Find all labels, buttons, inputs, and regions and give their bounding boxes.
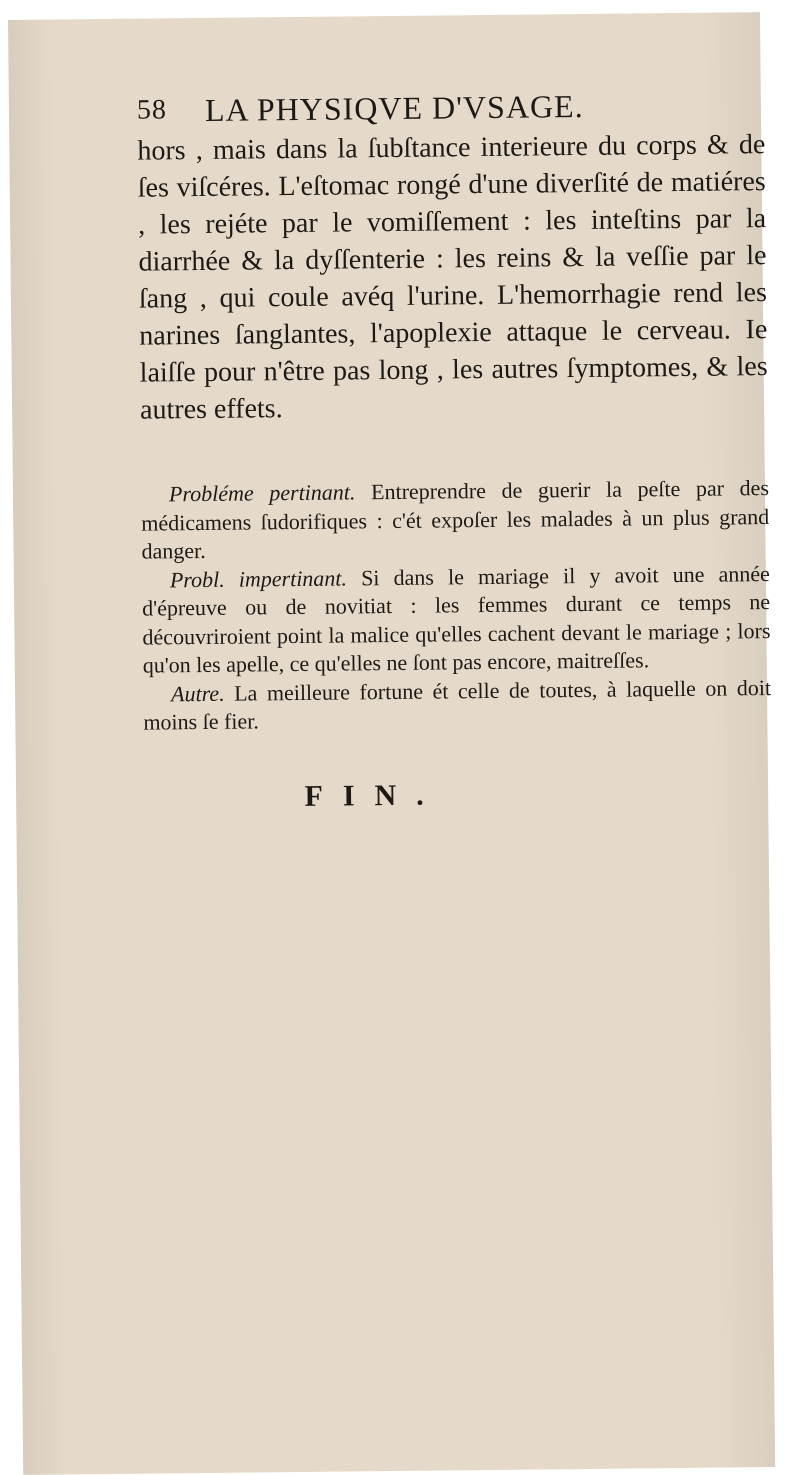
problem-3-text: La meilleure fortune ét celle de toutes, à laquelle on doit moins ſe fier. (143, 674, 772, 735)
page-header (137, 84, 765, 131)
book-page (8, 12, 775, 1475)
problem-1-label: Probléme pertinant. (168, 479, 356, 507)
running-title: LA PHYSIQVE D'VSAGE. (204, 87, 584, 128)
section-spacer (140, 422, 769, 481)
problem-2 (142, 560, 771, 681)
problem-3 (143, 674, 772, 738)
page-number: 58 (136, 94, 168, 126)
end-mark: FIN. (304, 777, 444, 813)
problem-1 (141, 474, 770, 566)
problem-2-text: Si dans le mariage il y avoit une année d'épreuve ou de novitiat : les femmes durant ce temps ne découvriroient point la malice qu'elles cachent devant le mariage ; lors qu'on les apelle, ce qu'elles ne ſont pas encore, maitreſſes. (142, 560, 771, 678)
body-paragraph: hors , mais dans la ſubſtance interieure du corps & de ſes viſcéres. L'eſtomac rongé d'une diverſité de matiéres , les rejéte par le vomiſſement : les inteſtins par la diarrhée & la dyſſenterie : les reins & la veſſie par le ſang , qui coule avéq l'urine. L'hemorrhagie rend les narines ſanglantes, l'apoplexie attaque le cerveau. Ie laiſſe pour n'être pas long , les autres ſymptomes, & les autres effets. (137, 129, 768, 426)
problem-1-text: Entreprendre de guerir la peſte par des médicamens ſudorifiques : c'ét expoſer les malades à un plus grand danger. (141, 475, 770, 564)
problem-2-label: Probl. impertinant. (169, 564, 348, 592)
page-text-block (137, 84, 773, 815)
problem-3-label: Autre. (170, 680, 225, 706)
